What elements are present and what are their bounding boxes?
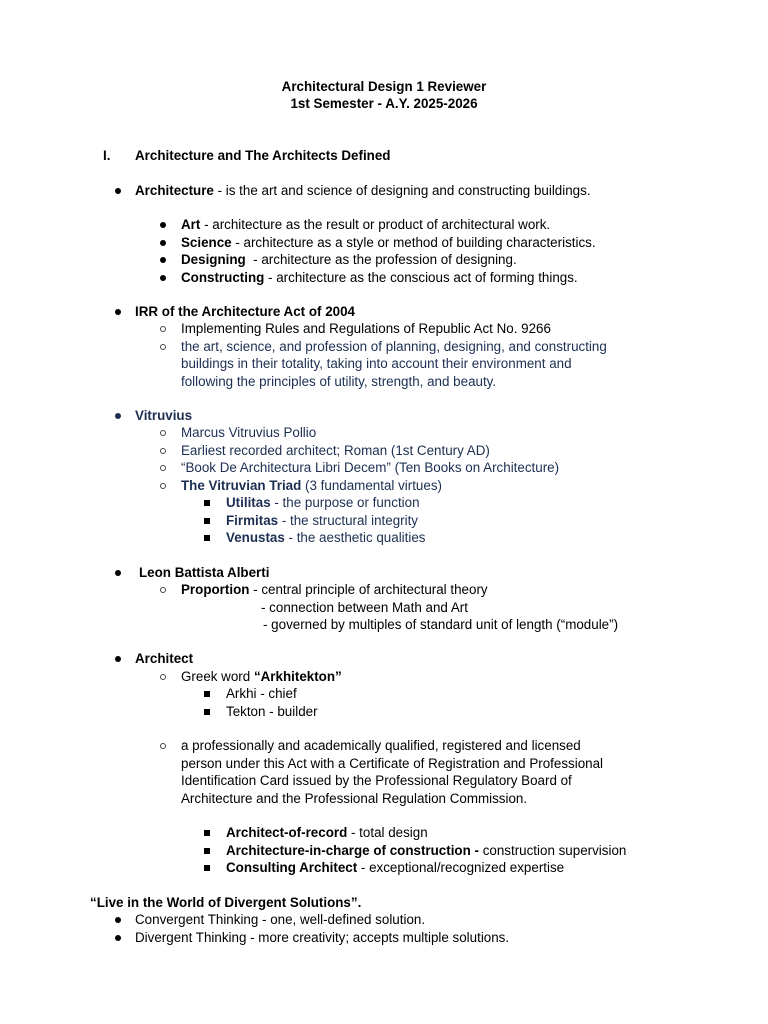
- document-subtitle: 1st Semester - A.Y. 2025-2026: [290, 96, 478, 111]
- term-utilitas: Utilitas: [226, 495, 271, 510]
- list-item: [181, 269, 578, 286]
- bullet-square: [204, 691, 210, 697]
- section-numeral: I.: [103, 148, 111, 163]
- bullet-disc: [160, 240, 166, 246]
- list-item: [181, 234, 596, 251]
- list-item: Implementing Rules and Regulations of Republic Act No. 9266: [181, 321, 551, 336]
- architect-definition-line: person under this Act with a Certificate of Registration and Professional: [181, 756, 604, 771]
- proportion-definition-line: - governed by multiples of standard unit of length (“module”): [263, 617, 619, 632]
- architecture-definition: [135, 182, 591, 199]
- vitruvian-triad: [181, 477, 442, 494]
- bullet-disc: [115, 656, 121, 662]
- term-venustas: Venustas: [226, 530, 285, 545]
- definition-text: - architecture as a style or method of building characteristics.: [231, 235, 596, 250]
- greek-word-item: [181, 668, 342, 685]
- irr-definition-line: following the principles of utility, strength, and beauty.: [181, 374, 497, 389]
- bullet-disc: [115, 309, 121, 315]
- document-title: Architectural Design 1 Reviewer: [281, 79, 487, 94]
- term-firmitas: Firmitas: [226, 513, 279, 528]
- list-item: Arkhi - chief: [226, 686, 297, 701]
- term-vitruvian-triad: The Vitruvian Triad: [181, 478, 302, 493]
- definition-text: - central principle of architectural theory: [249, 582, 488, 597]
- proportion-definition: [181, 581, 488, 598]
- bullet-circle: [160, 430, 166, 436]
- term-designing: Designing: [181, 252, 246, 267]
- bullet-square: [204, 518, 210, 524]
- definition-text: - architecture as the profession of designing.: [245, 252, 517, 267]
- list-item: [226, 512, 418, 529]
- term-architect-of-record: Architect-of-record: [226, 825, 348, 840]
- definition-text: - the purpose or function: [270, 495, 420, 510]
- list-item: [181, 251, 517, 268]
- section-heading: Architecture and The Architects Defined: [135, 148, 391, 163]
- term-consulting-architect: Consulting Architect: [226, 860, 358, 875]
- definition-text: - architecture as the conscious act of forming things.: [264, 270, 578, 285]
- architect-definition-line: a professionally and academically qualified, registered and licensed: [181, 738, 581, 753]
- definition-text: construction supervision: [478, 843, 627, 858]
- definition-text: - architecture as the result or product of architectural work.: [200, 217, 551, 232]
- bullet-circle: [160, 587, 166, 593]
- term-architecture: Architecture: [135, 183, 214, 198]
- bullet-circle: [160, 483, 166, 489]
- architect-definition-line: Identification Card issued by the Professional Regulatory Board of: [181, 773, 572, 788]
- bullet-circle: [160, 326, 166, 332]
- bullet-disc: [160, 275, 166, 281]
- bullet-circle: [160, 743, 166, 749]
- irr-heading: IRR of the Architecture Act of 2004: [135, 304, 355, 319]
- term-architecture-in-charge: Architecture-in-charge of construction -: [226, 843, 479, 858]
- bullet-square: [204, 848, 210, 854]
- list-item: Convergent Thinking - one, well-defined solution.: [135, 912, 426, 927]
- bullet-disc: [160, 257, 166, 263]
- bullet-disc: [115, 570, 121, 576]
- list-item: [226, 824, 428, 841]
- vitruvius-heading: Vitruvius: [135, 408, 193, 423]
- term-constructing: Constructing: [181, 270, 265, 285]
- list-item: Marcus Vitruvius Pollio: [181, 425, 317, 440]
- bullet-circle: [160, 448, 166, 454]
- divergent-heading: “Live in the World of Divergent Solutions”.: [90, 895, 362, 910]
- greek-prefix: Greek word: [181, 669, 254, 684]
- definition-text: (3 fundamental virtues): [301, 478, 442, 493]
- list-item: Tekton - builder: [226, 704, 318, 719]
- term-proportion: Proportion: [181, 582, 250, 597]
- definition-text: - the structural integrity: [278, 513, 419, 528]
- list-item: [226, 859, 564, 876]
- list-item: “Book De Architectura Libri Decem” (Ten Books on Architecture): [181, 460, 560, 475]
- definition-text: - exceptional/recognized expertise: [357, 860, 565, 875]
- proportion-definition-line: - connection between Math and Art: [261, 600, 468, 615]
- bullet-circle: [160, 674, 166, 680]
- term-science: Science: [181, 235, 232, 250]
- bullet-disc: [115, 917, 121, 923]
- bullet-square: [204, 709, 210, 715]
- bullet-disc: [115, 935, 121, 941]
- bullet-disc: [160, 222, 166, 228]
- bullet-disc: [115, 188, 121, 194]
- definition-text: - the aesthetic qualities: [284, 530, 426, 545]
- irr-definition-line: the art, science, and profession of planning, designing, and constructing: [181, 339, 607, 354]
- list-item: Divergent Thinking - more creativity; accepts multiple solutions.: [135, 930, 510, 945]
- list-item: [226, 529, 426, 546]
- bullet-square: [204, 535, 210, 541]
- bullet-square: [204, 500, 210, 506]
- bullet-square: [204, 830, 210, 836]
- list-item: [226, 842, 626, 859]
- bullet-square: [204, 865, 210, 871]
- bullet-disc: [115, 413, 121, 419]
- list-item: [226, 494, 420, 511]
- list-item: [181, 216, 550, 233]
- list-item: Earliest recorded architect; Roman (1st Century AD): [181, 443, 490, 458]
- irr-definition-line: buildings in their totality, taking into account their environment and: [181, 356, 572, 371]
- definition-text: - total design: [347, 825, 428, 840]
- architect-definition-line: Architecture and the Professional Regulation Commission.: [181, 791, 528, 806]
- bullet-circle: [160, 344, 166, 350]
- definition-text: - is the art and science of designing and constructing buildings.: [213, 183, 591, 198]
- term-arkhitekton: “Arkhitekton”: [253, 669, 342, 684]
- term-art: Art: [181, 217, 201, 232]
- architect-heading: Architect: [135, 651, 194, 666]
- bullet-circle: [160, 465, 166, 471]
- alberti-heading: Leon Battista Alberti: [139, 565, 270, 580]
